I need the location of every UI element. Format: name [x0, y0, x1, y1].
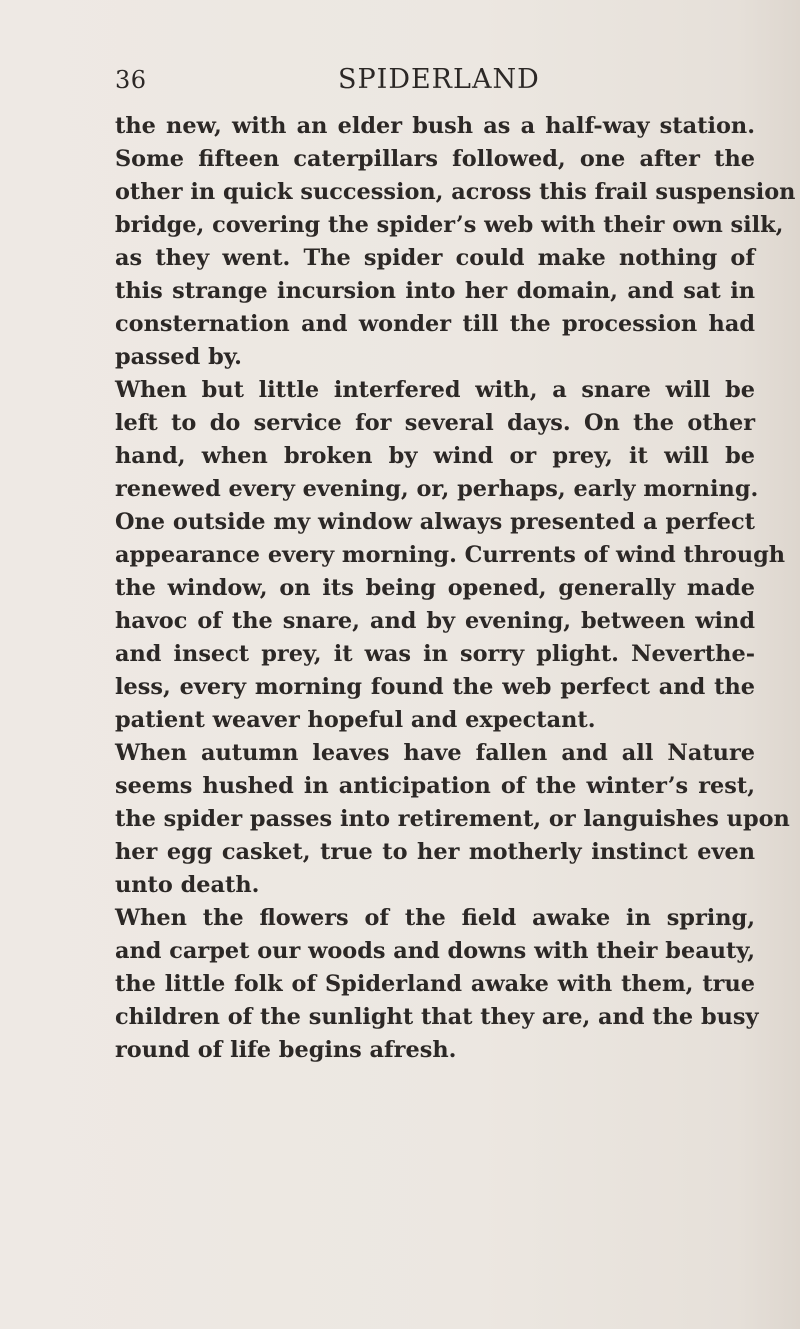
text-line: havoc of the snare, and by evening, between wind: [115, 608, 755, 634]
text-line: seems hushed in anticipation of the winter’s rest,: [115, 773, 755, 799]
text-line: as they went. The spider could make nothing of: [115, 245, 755, 271]
text-line: When but little interfered with, a snare will be: [115, 377, 755, 403]
page-number: 36: [115, 66, 147, 94]
text-line: hand, when broken by wind or prey, it will be: [115, 443, 755, 469]
text-line: children of the sunlight that they are, and the busy: [115, 1004, 759, 1030]
text-line: When autumn leaves have fallen and all Nature: [115, 740, 755, 766]
text-line: appearance every morning. Currents of wind through: [115, 542, 786, 568]
text-line: left to do service for several days. On the other: [115, 410, 755, 436]
body-text: [115, 110, 796, 1067]
text-line: and carpet our woods and downs with their beauty,: [115, 938, 755, 964]
text-line: patient weaver hopeful and expectant.: [115, 707, 596, 733]
running-head: SPIDERLAND: [338, 64, 540, 95]
text-line: round of life begins afresh.: [115, 1037, 457, 1063]
text-line: passed by.: [115, 344, 242, 370]
text-line: consternation and wonder till the procession had: [115, 311, 755, 337]
text-line: and insect prey, it was in sorry plight. Neverthe-: [115, 641, 755, 667]
text-line: renewed every evening, or, perhaps, early morning.: [115, 476, 759, 502]
text-line: When the flowers of the field awake in spring,: [115, 905, 755, 931]
text-line: Some fifteen caterpillars followed, one after the: [115, 146, 755, 172]
text-line: the little folk of Spiderland awake with them, true: [115, 971, 755, 997]
text-line: the window, on its being opened, generally made: [115, 575, 755, 601]
text-line: less, every morning found the web perfect and the: [115, 674, 755, 700]
text-line: bridge, covering the spider’s web with their own silk,: [115, 212, 784, 238]
text-line: this strange incursion into her domain, and sat in: [115, 278, 755, 304]
text-line: the new, with an elder bush as a half-way station.: [115, 113, 755, 139]
text-line: the spider passes into retirement, or languishes upon: [115, 806, 790, 832]
text-line: One outside my window always presented a perfect: [115, 509, 755, 535]
page-header: [115, 60, 755, 106]
text-line: other in quick succession, across this frail suspension: [115, 179, 796, 205]
text-line: unto death.: [115, 872, 260, 898]
text-line: her egg casket, true to her motherly instinct even: [115, 839, 755, 865]
